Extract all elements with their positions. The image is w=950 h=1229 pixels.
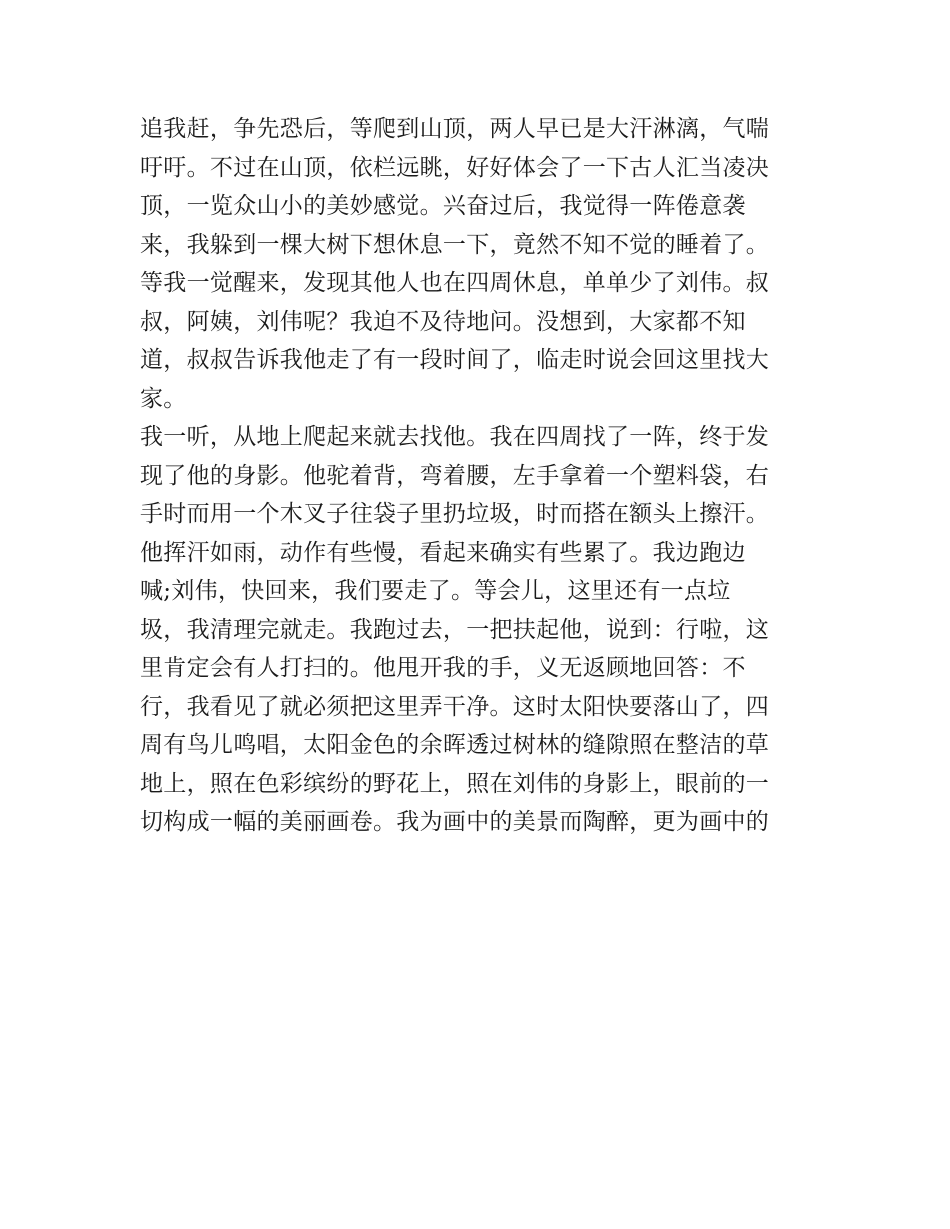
- text-line: 地上，照在色彩缤纷的野花上，照在刘伟的身影上，眼前的一: [140, 770, 770, 797]
- text-line: 等我一觉醒来，发现其他人也在四周休息，单单少了刘伟。叔: [140, 270, 770, 296]
- text-line: 我一听，从地上爬起来就去找他。我在四周找了一阵，终于发: [140, 424, 770, 450]
- body-text: [140, 110, 820, 842]
- text-line: 他挥汗如雨，动作有些慢，看起来确实有些累了。我边跑边: [140, 539, 746, 566]
- text-line: 来，我躲到一棵大树下想休息一下，竟然不知不觉的睡着了。: [140, 231, 770, 258]
- text-line: 手时而用一个木叉子往袋子里扔垃圾，时而搭在额头上擦汗。: [140, 501, 770, 527]
- text-line: 道，叔叔告诉我他走了有一段时间了，临走时说会回这里找大: [140, 347, 770, 373]
- text-line: 周有鸟儿鸣唱，太阳金色的余晖透过树林的缝隙照在整洁的草: [140, 732, 770, 758]
- text-line: 圾，我清理完就走。我跑过去，一把扶起他，说到：行啦，这: [140, 616, 770, 643]
- text-line: 现了他的身影。他驼着背，弯着腰，左手拿着一个塑料袋，右: [140, 462, 770, 489]
- text-line: 行，我看见了就必须把这里弄干净。这时太阳快要落山了，四: [140, 693, 770, 720]
- text-line: 里肯定会有人打扫的。他甩开我的手，义无返顾地回答：不: [140, 655, 746, 681]
- text-line: 家。: [140, 385, 187, 412]
- text-line: 追我赶，争先恐后，等爬到山顶，两人早已是大汗淋漓，气喘: [140, 116, 770, 142]
- text-line: 喊;刘伟，快回来，我们要走了。等会儿，这里还有一点垃: [140, 578, 731, 604]
- text-line: 叔，阿姨，刘伟呢？我迫不及待地问。没想到，大家都不知: [140, 308, 746, 335]
- text-line: 吁吁。不过在山顶，依栏远眺，好好体会了一下古人汇当凌决: [140, 154, 770, 181]
- text-line: 顶，一览众山小的美妙感觉。兴奋过后，我觉得一阵倦意袭: [140, 193, 746, 219]
- text-line: 切构成一幅的美丽画卷。我为画中的美景而陶醉，更为画中的: [140, 809, 770, 835]
